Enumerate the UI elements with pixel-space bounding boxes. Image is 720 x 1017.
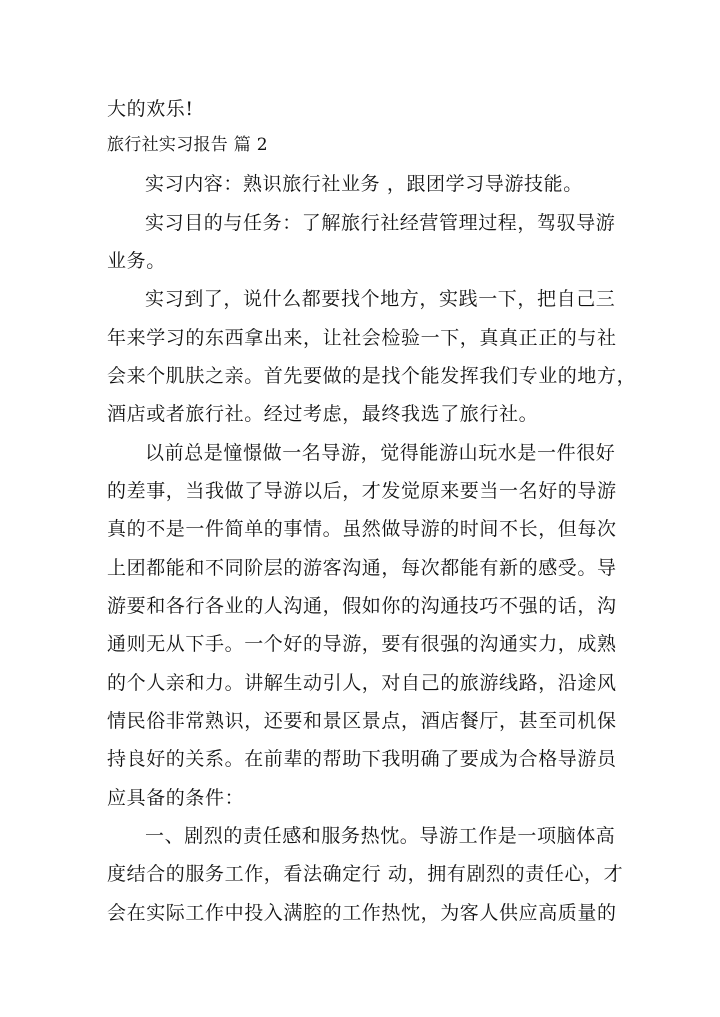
paragraph-line: 度结合的服务工作，看法确定行 动，拥有剧烈的责任心，才	[107, 863, 624, 885]
paragraph-line: 实习到了，说什么都要找个地方，实践一下，把自己三	[145, 288, 616, 310]
paragraph-line: 业务。	[107, 250, 166, 272]
paragraph-line: 游要和各行各业的人沟通，假如你的沟通技巧不强的话，沟	[107, 595, 617, 617]
paragraph-line: 的个人亲和力。讲解生动引人，对自己的旅游线路，沿途风	[107, 672, 617, 694]
paragraph-line: 年来学习的东西拿出来，让社会检验一下，真真正正的与社	[107, 327, 617, 349]
paragraph-line: 会在实际工作中投入满腔的工作热忱，为客人供应高质量的	[107, 902, 617, 924]
paragraph-line: 通则无从下手。一个好的导游，要有很强的沟通实力，成熟	[107, 633, 617, 655]
paragraph-line: 一、剧烈的责任感和服务热忱。导游工作是一项脑体高	[145, 825, 616, 847]
paragraph-line: 应具备的条件：	[107, 787, 245, 809]
paragraph-line: 的差事，当我做了导游以后，才发觉原来要当一名好的导游	[107, 480, 617, 502]
paragraph-line: 实习内容：熟识旅行社业务 ，跟团学习导游技能。	[145, 173, 583, 195]
paragraph-line: 酒店或者旅行社。经过考虑，最终我选了旅行社。	[107, 403, 539, 425]
paragraph-line: 以前总是憧憬做一名导游，觉得能游山玩水是一件很好	[145, 442, 616, 464]
paragraph-line: 上团都能和不同阶层的游客沟通，每次都能有新的感受。导	[107, 557, 617, 579]
section-heading: 旅行社实习报告 篇 2	[107, 135, 268, 155]
paragraph-line: 实习目的与任务：了解旅行社经营管理过程，驾驭导游	[145, 212, 616, 234]
paragraph-line: 持良好的关系。在前辈的帮助下我明确了要成为合格导游员	[107, 748, 617, 770]
continuation-line: 大的欢乐!	[107, 98, 194, 120]
paragraph-line: 真的不是一件简单的事情。虽然做导游的时间不长，但每次	[107, 518, 617, 540]
paragraph-line: 会来个肌肤之亲。首先要做的是找个能发挥我们专业的地方，	[107, 365, 637, 387]
paragraph-line: 情民俗非常熟识，还要和景区景点，酒店餐厅，甚至司机保	[107, 710, 617, 732]
